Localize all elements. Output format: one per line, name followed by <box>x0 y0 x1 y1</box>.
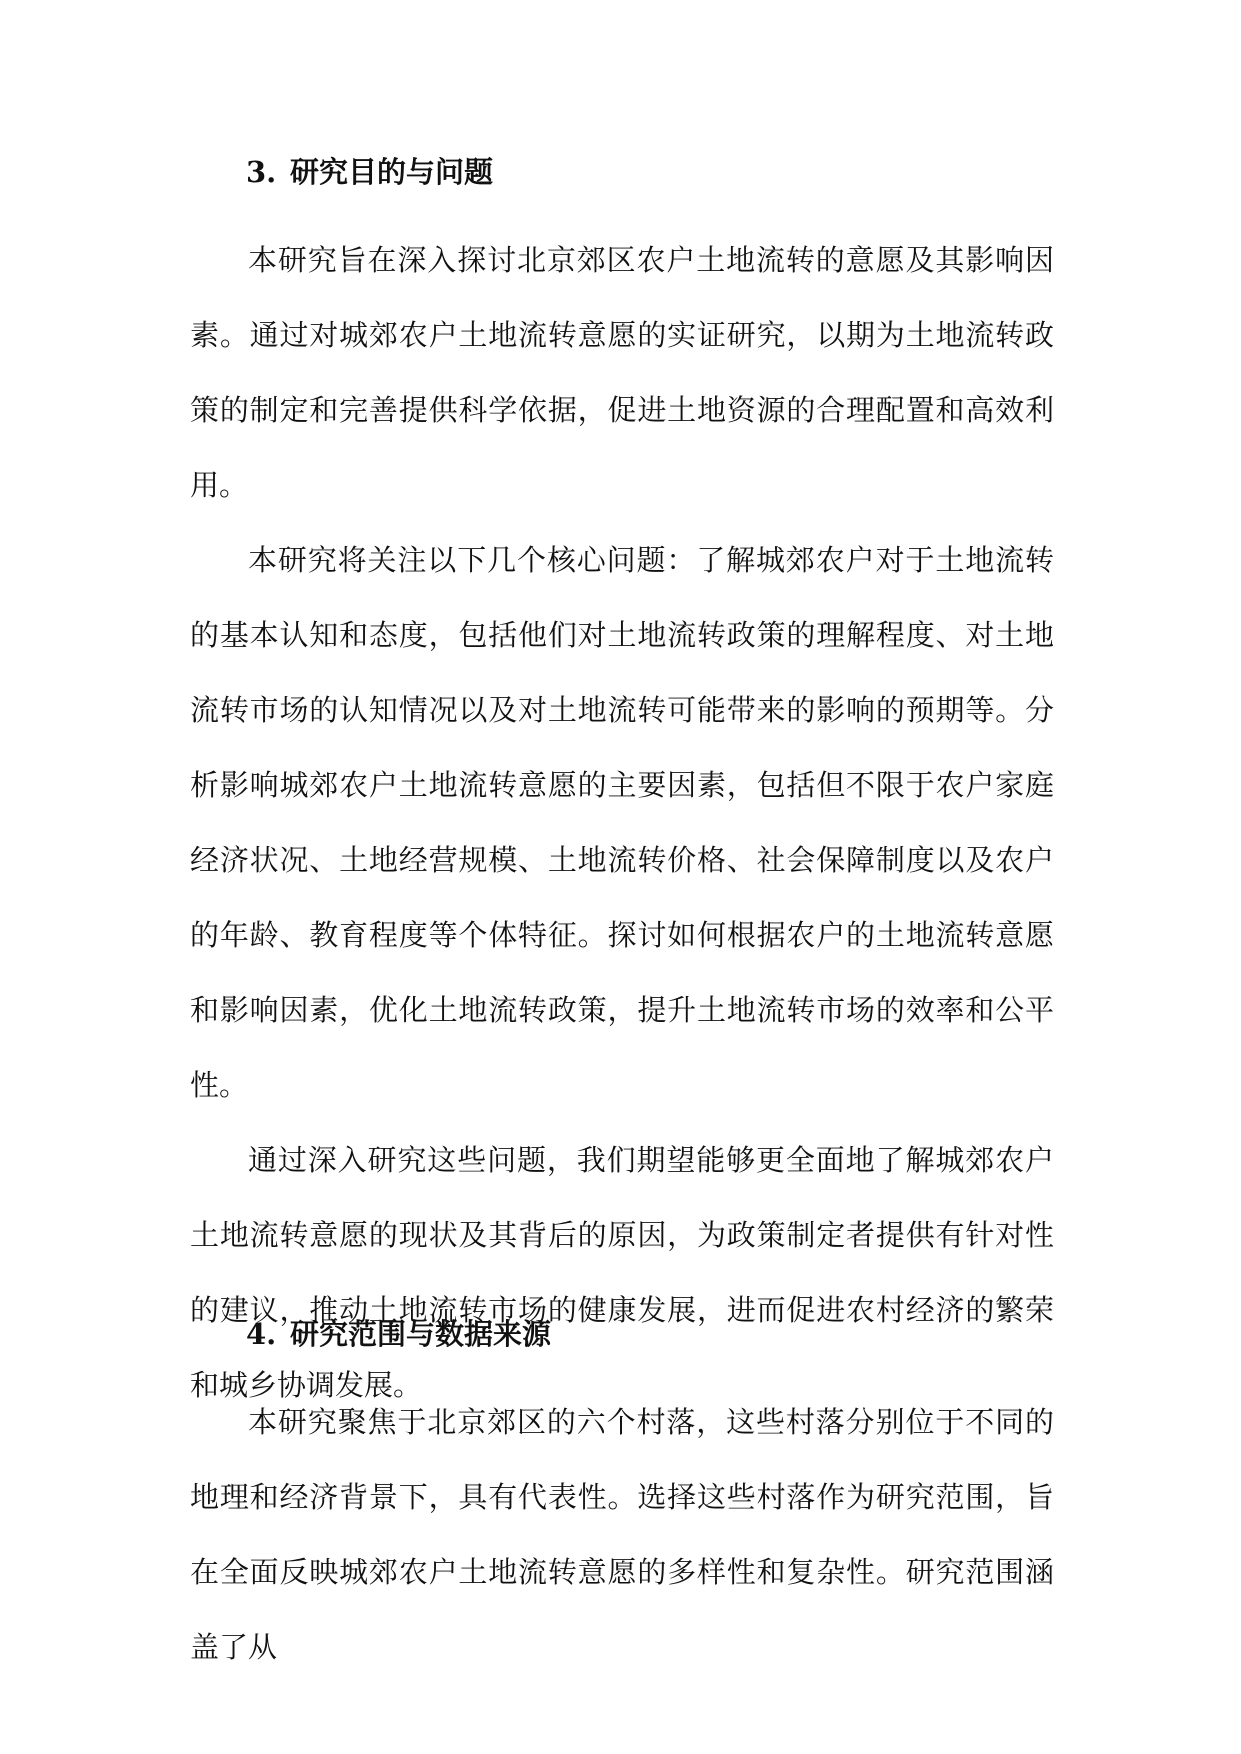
section-research-scope <box>190 1314 1054 1685</box>
section-heading <box>190 152 1054 192</box>
paragraph: 本研究旨在深入探讨北京郊区农户土地流转的意愿及其影响因素。通过对城郊农户土地流转意愿的实证研究，以期为土地流转政策的制定和完善提供科学依据，促进土地资源的合理配置和高效利用。 <box>190 243 1054 502</box>
paragraph: 通过深入研究这些问题，我们期望能够更全面地了解城郊农户土地流转意愿的现状及其背后的原因，为政策制定者提供有针对性的建议，推动土地流转市场的健康发展，进而促进农村经济的繁荣和城乡协调发展。 <box>190 1143 1054 1402</box>
section-title: 研究范围与数据来源 <box>290 1317 552 1351</box>
paragraph: 本研究聚焦于北京郊区的六个村落，这些村落分别位于不同的地理和经济背景下，具有代表性。选择这些村落作为研究范围，旨在全面反映城郊农户土地流转意愿的多样性和复杂性。研究范围涵盖了从 <box>190 1405 1054 1664</box>
section-title: 研究目的与问题 <box>290 155 494 189</box>
section-heading <box>190 1314 1054 1354</box>
section-number: 3. <box>246 155 277 189</box>
section-research-purpose <box>190 152 1054 1423</box>
paragraph: 本研究将关注以下几个核心问题：了解城郊农户对于土地流转的基本认知和态度，包括他们对土地流转政策的理解程度、对土地流转市场的认知情况以及对土地流转可能带来的影响的预期等。分析影响城郊农户土地流转意愿的主要因素，包括但不限于农户家庭经济状况、土地经营规模、土地流转价格、社会保障制度以及农户的年龄、教育程度等个体特征。探讨如何根据农户的土地流转意愿和影响因素，优化土地流转政策，提升土地流转市场的效率和公平性。 <box>190 543 1054 1102</box>
section-number: 4. <box>246 1317 277 1351</box>
